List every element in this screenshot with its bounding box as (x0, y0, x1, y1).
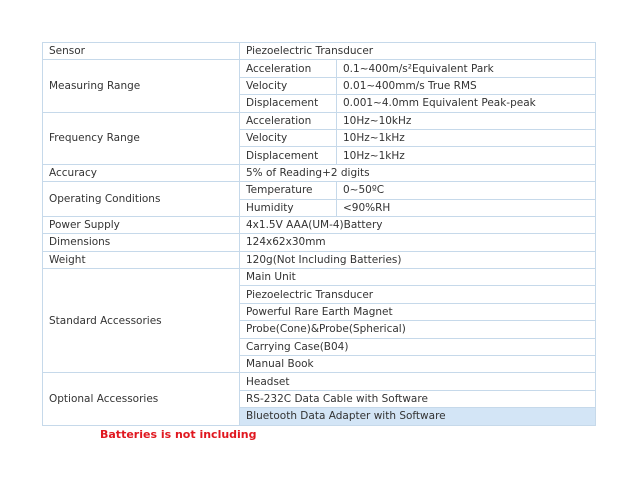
sub-label: Acceleration (240, 60, 337, 77)
accessory-item: RS-232C Data Cable with Software (240, 390, 596, 407)
sub-value: 0.1~400m/s²Equivalent Park (337, 60, 596, 77)
sub-label: Humidity (240, 199, 337, 216)
accessory-item: Manual Book (240, 356, 596, 373)
row-label: Optional Accessories (43, 373, 240, 425)
row-label: Accuracy (43, 164, 240, 181)
row-label: Standard Accessories (43, 269, 240, 373)
battery-note: Batteries is not including (100, 428, 257, 441)
sub-value: 0.01~400mm/s True RMS (337, 77, 596, 94)
sub-value: 10Hz~10kHz (337, 112, 596, 129)
accessory-item: Probe(Cone)&Probe(Spherical) (240, 321, 596, 338)
row-label: Dimensions (43, 234, 240, 251)
sub-label: Velocity (240, 129, 337, 146)
table-row (43, 60, 596, 77)
row-label: Sensor (43, 43, 240, 60)
accessory-item-highlighted: Bluetooth Data Adapter with Software (240, 408, 596, 425)
table-row (43, 43, 596, 60)
sub-value: 10Hz~1kHz (337, 147, 596, 164)
sub-label: Acceleration (240, 112, 337, 129)
sub-label: Displacement (240, 95, 337, 112)
table-row (43, 182, 596, 199)
table-row (43, 251, 596, 268)
accessory-item: Main Unit (240, 269, 596, 286)
accessory-item: Headset (240, 373, 596, 390)
table-row (43, 164, 596, 181)
sub-value: 0.001~4.0mm Equivalent Peak-peak (337, 95, 596, 112)
row-value: 124x62x30mm (240, 234, 596, 251)
sub-value: 0~50ºC (337, 182, 596, 199)
sub-value: <90%RH (337, 199, 596, 216)
table-row (43, 216, 596, 233)
sub-label: Displacement (240, 147, 337, 164)
row-label: Measuring Range (43, 60, 240, 112)
table-row (43, 234, 596, 251)
row-label: Frequency Range (43, 112, 240, 164)
accessory-item: Piezoelectric Transducer (240, 286, 596, 303)
row-value: 120g(Not Including Batteries) (240, 251, 596, 268)
sub-value: 10Hz~1kHz (337, 129, 596, 146)
row-value: 5% of Reading+2 digits (240, 164, 596, 181)
row-label: Operating Conditions (43, 182, 240, 217)
row-value: Piezoelectric Transducer (240, 43, 596, 60)
row-label: Power Supply (43, 216, 240, 233)
sub-label: Velocity (240, 77, 337, 94)
accessory-item: Powerful Rare Earth Magnet (240, 303, 596, 320)
row-value: 4x1.5V AAA(UM-4)Battery (240, 216, 596, 233)
sub-label: Temperature (240, 182, 337, 199)
accessory-item: Carrying Case(B04) (240, 338, 596, 355)
table-row (43, 112, 596, 129)
table-row (43, 373, 596, 390)
table-row (43, 269, 596, 286)
spec-table (42, 42, 596, 426)
row-label: Weight (43, 251, 240, 268)
